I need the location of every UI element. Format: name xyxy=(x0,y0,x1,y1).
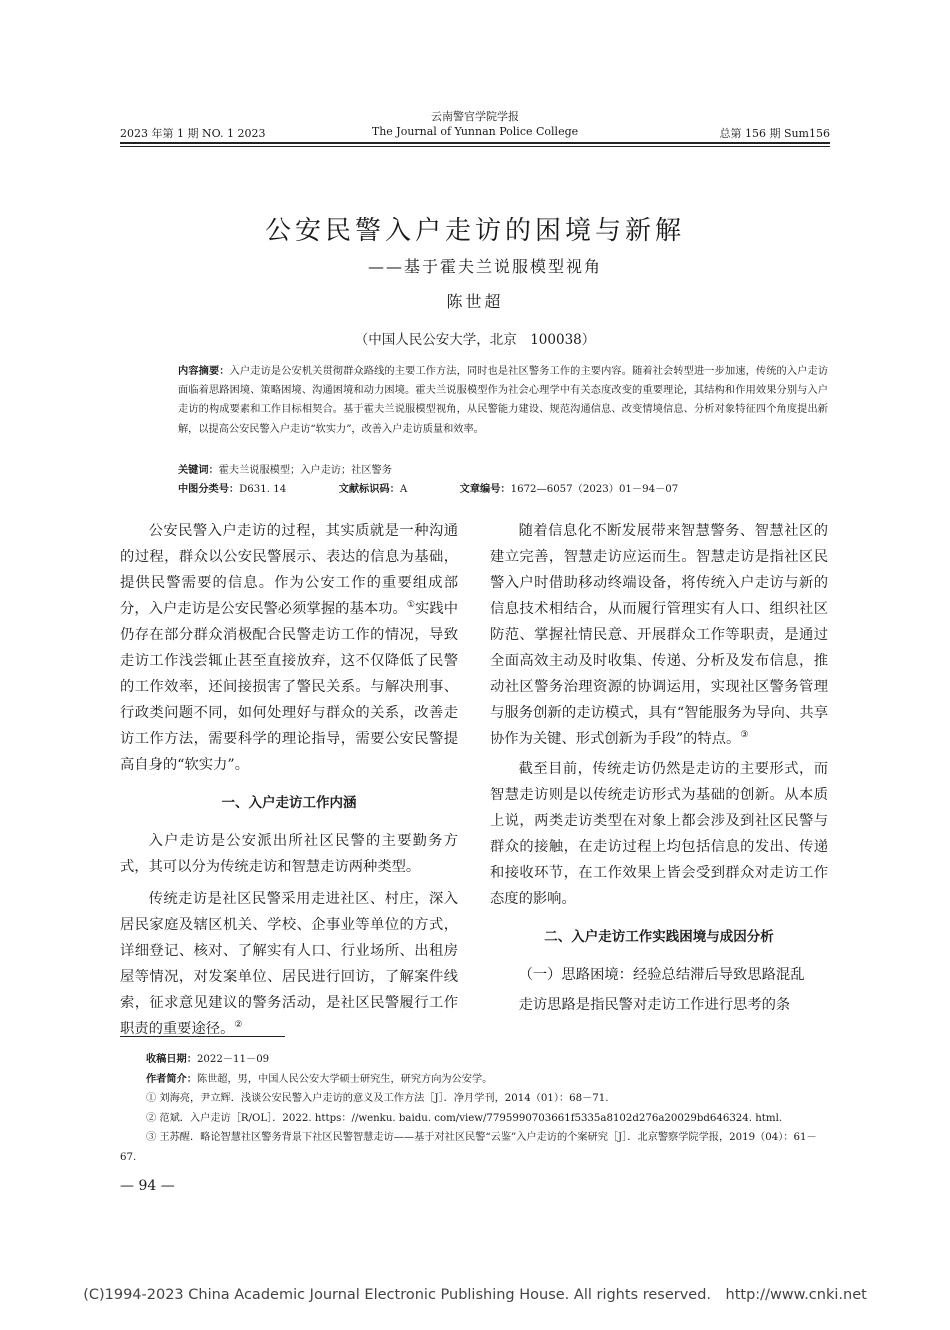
copyright-notice: (C)1994-2023 China Academic Journal Electronic Publishing House. All rights reserved. http://www.cnki.net xyxy=(83,1287,867,1303)
issue-left: 2023 年第 1 期 NO. 1 2023 xyxy=(120,127,266,140)
clc-value: D631. 14 xyxy=(239,484,287,495)
page-number: — 94 — xyxy=(120,1178,175,1194)
section-heading-2: 二、入户走访工作实践困境与成因分析 xyxy=(544,929,774,945)
journal-name-en: The Journal of Yunnan Police College xyxy=(371,125,579,138)
classification-line xyxy=(178,480,678,499)
paragraph: 入户走访是公安派出所社区民警的主要勤务方式，其可以分为传统走访和智慧走访两种类型。 xyxy=(120,833,458,875)
header-rule-thin xyxy=(120,146,830,147)
keywords-label: 关键词： xyxy=(178,465,219,476)
footnote-ref-2[interactable]: ② xyxy=(234,1020,243,1031)
journal-name-cn: 云南警官学院学报 xyxy=(431,110,519,123)
doc-code-value: A xyxy=(399,484,408,495)
author-name: 陈世超 xyxy=(446,292,504,311)
footnote-rule xyxy=(120,1036,285,1037)
footnote-ref-3[interactable]: ③ xyxy=(740,730,749,741)
author-bio xyxy=(120,1070,830,1090)
paragraph xyxy=(120,518,458,778)
paragraph: 走访思路是指民警对走访工作进行思考的条 xyxy=(518,997,791,1013)
footnote-3: ③ 王苏醒．略论智慧社区警务背景下社区民警智慧走访——基于对社区民警“云鉴”入户走访的个案研究［J］．北京警察学院学报，2019（04）：61－67. xyxy=(120,1132,817,1163)
abstract xyxy=(178,362,828,439)
article-meta xyxy=(178,461,678,499)
left-column xyxy=(120,518,458,1042)
paragraph xyxy=(490,518,828,752)
article-number-label: 文章编号： xyxy=(459,484,511,495)
abstract-text: 入户走访是公安机关贯彻群众路线的主要工作方法，同时也是社区警务工作的主要内容。随着社会转型进一步加速，传统的入户走访面临着思路困境、策略困境、沟通困境和动力困境。霍夫兰说服模型作为社会心理学中有关态度改变的重要理论，其结构和作用效果分别与入户走访的构成要素和工作目标相契合。基于霍夫兰说服模型视角，从民警能力建设、规范沟通信息、改变情境信息、分析对象特征四个角度提出新解，以提高公安民警入户走访“软实力”，改善入户走访质量和效率。 xyxy=(178,366,829,435)
article-title: 公安民警入户走访的困境与新解 xyxy=(264,216,685,246)
footnotes xyxy=(120,1050,830,1167)
article-number-value: 1672—6057（2023）01－94－07 xyxy=(510,484,679,495)
paragraph-text: 传统走访是社区民警采用走进社区、村庄，深入居民家庭及辖区机关、学校、企事业等单位的方式，详细登记、核对、了解实有人口、行业场所、出租房屋等情况，对发案单位、居民进行回访，了解案件线索，征求意见建议的警务活动，是社区民警履行工作职责的重要途径。 xyxy=(120,891,458,1037)
doc-code-label: 文献标识码： xyxy=(338,484,400,495)
keywords-text: 霍夫兰说服模型；入户走访；社区警务 xyxy=(218,465,392,476)
author-affiliation: （中国人民公安大学，北京 100038） xyxy=(354,332,596,348)
paragraph: 截至目前，传统走访仍然是走访的主要形式，而智慧走访则是以传统走访形式为基础的创新。从本质上说，两类走访类型在对象上都会涉及到社区民警与群众的接触，在走访过程上均包括信息的发出、传递和接收环节，在工作效果上皆会受到群众对走访工作态度的影响。 xyxy=(490,761,828,907)
author-bio-label: 作者简介： xyxy=(146,1073,197,1085)
paragraph-text: 实践中仍存在部分群众消极配合民警走访工作的情况，导致走访工作浅尝辄止甚至直接放弃，这不仅降低了民警的工作效率，还间接损害了警民关系。与解决刑事、行政类问题不同，如何处理好与群众的关系，改善走访工作方法，需要科学的理论指导，需要公安民警提高自身的“软实力”。 xyxy=(120,601,459,773)
footnote-2[interactable]: ② 范斌．入户走访［R/OL］．2022. https：//wenku. baidu. com/view/7795990703661f5335a8102d276a20029bd646324. html. xyxy=(146,1112,783,1124)
abstract-label: 内容摘要： xyxy=(178,366,230,377)
author-bio-text: 陈世超，男，中国人民公安大学硕士研究生，研究方向为公安学。 xyxy=(196,1073,493,1085)
paragraph-text: 随着信息化不断发展带来智慧警务、智慧社区的建立完善，智慧走访应运而生。智慧走访是指社区民警入户时借助移动终端设备，将传统入户走访与新的信息技术相结合，从而履行管理实有人口、组织社区防范、掌握社情民意、开展群众工作等职责，是通过全面高效主动及时收集、传递、分析及发布信息，推动社区警务治理资源的协调运用，实现社区警务管理与服务创新的走访模式，具有“智能服务为导向、共享协作为关键、形式创新为手段”的特点。 xyxy=(490,523,828,747)
footnote-1: ① 刘海亮，尹立辉．浅谈公安民警入户走访的意义及工作方法［J］．净月学刊，2014（01）：68－71. xyxy=(146,1093,609,1104)
issue-right: 总第 156 期 Sum156 xyxy=(719,127,830,140)
section-heading-1: 一、入户走访工作内涵 xyxy=(221,795,357,811)
article-subtitle: ——基于霍夫兰说服模型视角 xyxy=(367,257,602,276)
subsection-heading: （一）思路困境：经验总结滞后导致思路混乱 xyxy=(518,967,805,983)
paragraph xyxy=(120,886,458,1042)
received-label: 收稿日期： xyxy=(146,1054,197,1065)
footnote-ref-1[interactable]: ① xyxy=(406,600,416,611)
header-rule-thick xyxy=(120,142,830,144)
right-column xyxy=(490,518,828,1018)
received-date xyxy=(120,1050,830,1070)
clc-label: 中图分类号： xyxy=(178,484,240,495)
paragraph-text: 公安民警入户走访的过程，其实质就是一种沟通的过程，群众以公安民警展示、表达的信息为基础，提供民警需要的信息。作为公安工作的重要组成部分，入户走访是公安民警必须掌握的基本功。 xyxy=(120,523,458,617)
received-value: 2022－11－09 xyxy=(196,1054,270,1065)
keywords xyxy=(178,461,678,480)
